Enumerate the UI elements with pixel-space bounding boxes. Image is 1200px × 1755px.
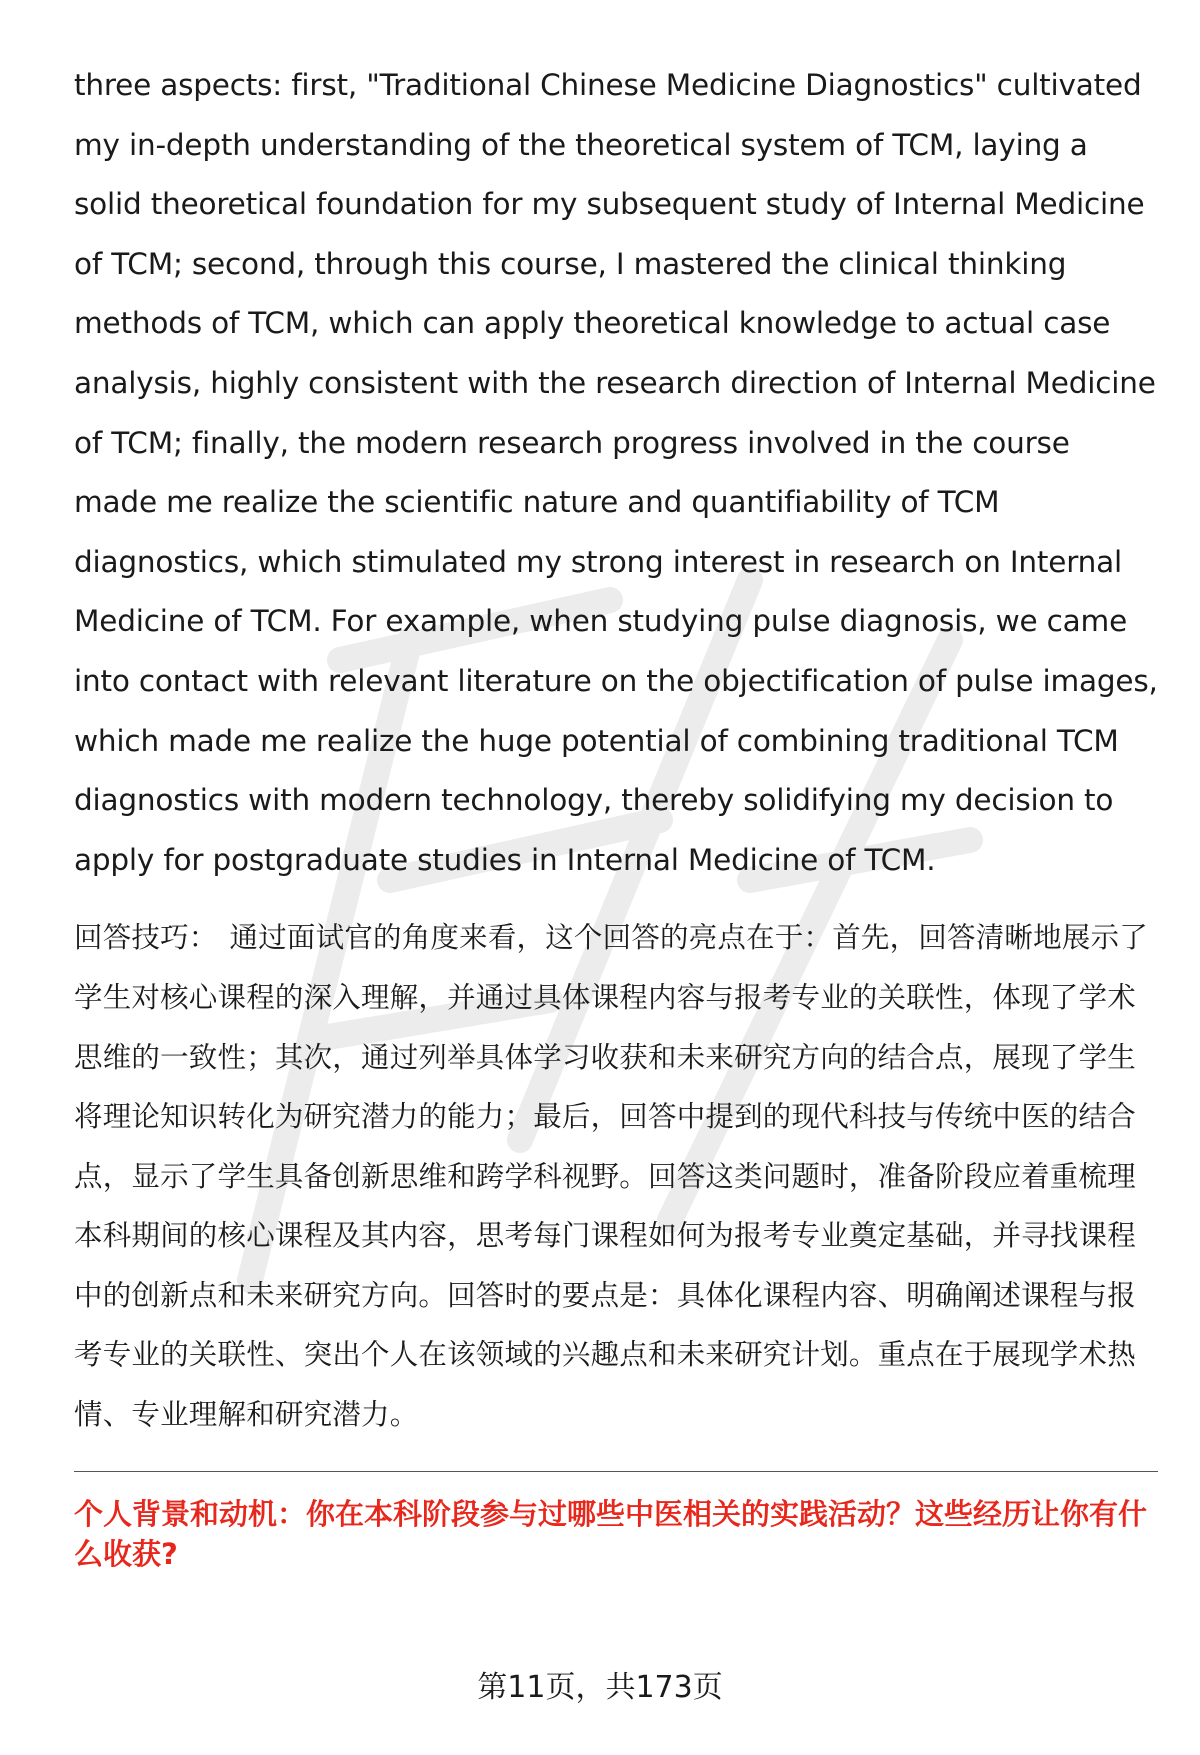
answer-tips-text: 通过面试官的角度来看，这个回答的亮点在于：首先，回答清晰地展示了学生对核心课程的深入理解，并通过具体课程内容与报考专业的关联性，体现了学术思维的一致性；其次，通过列举具体学习收获和未来研究方向的结合点，展现了学生将理论知识转化为研究潜力的能力；最后，回答中提到的现代科技与传统中医的结合点，显示了学生具备创新思维和跨学科视野。回答这类问题时，准备阶段应着重梳理本科期间的核心课程及其内容，思考每门课程如何为报考专业奠定基础，并寻找课程中的创新点和未来研究方向。回答时的要点是：具体化课程内容、明确阐述课程与报考专业的关联性、突出个人在该领域的兴趣点和未来研究计划。重点在于展现学术热情、专业理解和研究潜力。 — [74, 921, 1148, 1432]
section-divider — [74, 1471, 1158, 1472]
answer-text-english: three aspects: first, "Traditional Chinese Medicine Diagnostics" cultivated my in-depth understanding of the theoretical system of TCM, laying a solid theoretical foundation for my subsequent study of Internal Medicine of TCM; second, through this course, I mastered the clinical thinking methods of TCM, which can apply theoretical knowledge to actual case analysis, highly consistent with the research direction of Internal Medicine of TCM; finally, the modern research progress involved in the course made me realize the scientific nature and quantifiability of TCM diagnostics, which stimulated my strong interest in research on Internal Medicine of TCM. For example, when studying pulse diagnosis, we came into contact with relevant literature on the objectification of pulse images, which made me realize the huge potential of combining traditional TCM diagnostics with modern technology, thereby solidifying my decision to apply for postgraduate studies in Internal Medicine of TCM. — [74, 68, 1158, 877]
document-page — [74, 56, 1160, 1574]
answer-tips-paragraph — [74, 908, 1160, 1444]
answer-tips-label: 回答技巧： — [74, 921, 218, 955]
next-question-heading: 个人背景和动机：你在本科阶段参与过哪些中医相关的实践活动？这些经历让你有什么收获? — [74, 1496, 1148, 1571]
page-indicator: 第11页，共173页 — [477, 1670, 723, 1705]
